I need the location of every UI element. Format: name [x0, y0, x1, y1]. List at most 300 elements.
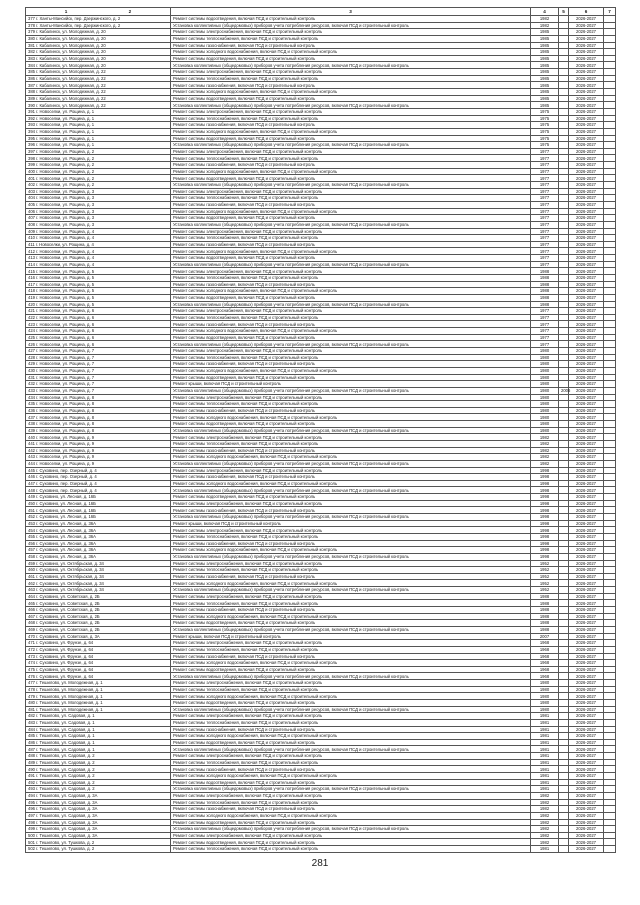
address-cell: 471 г. Суховино, ул. Фрунзе, д. 64: [26, 640, 171, 647]
table-row: [26, 29, 616, 36]
table-row: [26, 374, 616, 381]
work-type-cell: Ремонт системы электроснабжения, включая ПСД и строительный контроль: [171, 394, 531, 401]
note-cell: [604, 135, 616, 142]
work-type-cell: Установка коллективных (общедомовых) приборов учета потребления ресурсов, включая ПСД и строительный контроль: [171, 341, 531, 348]
year-cell: 1988: [531, 288, 559, 295]
note-cell: [604, 102, 616, 109]
year-cell: 1977: [531, 255, 559, 262]
year-cell: 1982: [531, 441, 559, 448]
work-type-cell: Ремонт системы газоснабжения, включая ПСД и строительный контроль: [171, 201, 531, 208]
table-row: [26, 480, 616, 487]
extra-year-cell: [559, 201, 569, 208]
note-cell: [604, 613, 616, 620]
table-row: [26, 49, 616, 56]
work-type-cell: Ремонт системы теплоснабжения, включая ПСД и строительный контроль: [171, 533, 531, 540]
work-type-cell: Ремонт системы водоотведения, включая ПСД и строительный контроль: [171, 55, 531, 62]
period-cell: 2026-2027: [569, 215, 604, 222]
period-cell: 2026-2027: [569, 361, 604, 368]
note-cell: [604, 600, 616, 607]
address-cell: 393 г. Новоселки, ул. Рощина, д. 1: [26, 122, 171, 129]
period-cell: 2026-2027: [569, 520, 604, 527]
address-cell: 432 г. Новоселки, ул. Рощина, д. 7: [26, 381, 171, 388]
work-type-cell: Ремонт системы теплоснабжения, включая ПСД и строительный контроль: [171, 274, 531, 281]
extra-year-cell: [559, 699, 569, 706]
work-type-cell: Установка коллективных (общедомовых) приборов учета потребления ресурсов, включая ПСД и строительный контроль: [171, 746, 531, 753]
table-row: [26, 527, 616, 534]
table-row: [26, 394, 616, 401]
note-cell: [604, 507, 616, 514]
period-cell: 2026-2027: [569, 102, 604, 109]
address-cell: 397 г. Новоселки, ул. Рощина, д. 2: [26, 148, 171, 155]
note-cell: [604, 666, 616, 673]
work-type-cell: Ремонт системы водоотведения, включая ПСД и строительный контроль: [171, 699, 531, 706]
table-row: [26, 633, 616, 640]
column-header: 4: [531, 8, 559, 16]
note-cell: [604, 16, 616, 23]
address-cell: 491 г. Тешилово, ул. Садовая, д. 2: [26, 773, 171, 780]
table-row: [26, 547, 616, 554]
extra-year-cell: [559, 826, 569, 833]
table-row: [26, 733, 616, 740]
note-cell: [604, 706, 616, 713]
year-cell: 1988: [531, 274, 559, 281]
year-cell: 1980: [531, 421, 559, 428]
table-row: [26, 102, 616, 109]
work-type-cell: Ремонт системы холодного водоснабжения, включая ПСД и строительный контроль: [171, 248, 531, 255]
year-cell: 1998: [531, 467, 559, 474]
work-type-cell: Ремонт системы водоотведения, включая ПСД и строительный контроль: [171, 215, 531, 222]
extra-year-cell: [559, 441, 569, 448]
address-cell: 405 г. Новоселки, ул. Рощина, д. 3: [26, 201, 171, 208]
work-type-cell: Ремонт системы теплоснабжения, включая ПСД и строительный контроль: [171, 354, 531, 361]
year-cell: 1977: [531, 168, 559, 175]
period-cell: 2026-2027: [569, 381, 604, 388]
year-cell: 1980: [531, 381, 559, 388]
year-cell: 1985: [531, 75, 559, 82]
work-type-cell: Ремонт системы теплоснабжения, включая ПСД и строительный контроль: [171, 441, 531, 448]
extra-year-cell: [559, 753, 569, 760]
period-cell: 2026-2027: [569, 281, 604, 288]
address-cell: 444 г. Новоселки, ул. Рощина, д. 9: [26, 460, 171, 467]
note-cell: [604, 753, 616, 760]
extra-year-cell: [559, 593, 569, 600]
work-type-cell: Ремонт системы холодного водоснабжения, включая ПСД и строительный контроль: [171, 288, 531, 295]
extra-year-cell: [559, 427, 569, 434]
note-cell: [604, 268, 616, 275]
table-row: [26, 62, 616, 69]
note-cell: [604, 221, 616, 228]
year-cell: 1981: [531, 786, 559, 793]
period-cell: 2026-2027: [569, 294, 604, 301]
address-cell: 499 г. Тешилово, ул. Садовая, д. 3А: [26, 826, 171, 833]
period-cell: 2026-2027: [569, 195, 604, 202]
year-cell: 1981: [531, 733, 559, 740]
year-cell: 1982: [531, 799, 559, 806]
year-cell: 1980: [531, 348, 559, 355]
work-type-cell: Установка коллективных (общедомовых) приборов учета потребления ресурсов, включая ПСД и строительный контроль: [171, 142, 531, 149]
year-cell: 1977: [531, 248, 559, 255]
table-row: [26, 832, 616, 839]
table-row: [26, 175, 616, 182]
extra-year-cell: [559, 766, 569, 773]
year-cell: 1981: [531, 713, 559, 720]
table-row: [26, 255, 616, 262]
address-cell: 391 г. Новоселки, ул. Рощина, д. 1: [26, 108, 171, 115]
extra-year-cell: [559, 686, 569, 693]
table-row: [26, 135, 616, 142]
table-row: [26, 607, 616, 614]
year-cell: 1952: [531, 587, 559, 594]
work-type-cell: Ремонт системы электроснабжения, включая ПСД и строительный контроль: [171, 792, 531, 799]
work-type-cell: Ремонт системы холодного водоснабжения, включая ПСД и строительный контроль: [171, 89, 531, 96]
work-type-cell: Ремонт системы электроснабжения, включая ПСД и строительный контроль: [171, 434, 531, 441]
year-cell: 1998: [531, 553, 559, 560]
note-cell: [604, 520, 616, 527]
address-cell: 406 г. Новоселки, ул. Рощина, д. 3: [26, 208, 171, 215]
extra-year-cell: [559, 806, 569, 813]
year-cell: 1980: [531, 374, 559, 381]
work-type-cell: Ремонт системы электроснабжения, включая ПСД и строительный контроль: [171, 69, 531, 76]
year-cell: 1985: [531, 102, 559, 109]
note-cell: [604, 839, 616, 846]
work-type-cell: Ремонт системы холодного водоснабжения, включая ПСД и строительный контроль: [171, 773, 531, 780]
table-row: [26, 407, 616, 414]
period-cell: 2026-2027: [569, 626, 604, 633]
address-cell: 386 г. Кабалинск, ул. Молодежная, д. 22: [26, 75, 171, 82]
period-cell: 2026-2027: [569, 288, 604, 295]
period-cell: 2026-2027: [569, 22, 604, 29]
table-row: [26, 673, 616, 680]
note-cell: [604, 394, 616, 401]
note-cell: [604, 819, 616, 826]
period-cell: 2026-2027: [569, 241, 604, 248]
period-cell: 2026-2027: [569, 759, 604, 766]
period-cell: 2026-2027: [569, 620, 604, 627]
year-cell: 1977: [531, 162, 559, 169]
address-cell: 465 г. Суховино, ул. Советская, д. 2Б: [26, 600, 171, 607]
period-cell: 2026-2027: [569, 600, 604, 607]
note-cell: [604, 792, 616, 799]
extra-year-cell: [559, 759, 569, 766]
note-cell: [604, 480, 616, 487]
period-cell: 2026-2027: [569, 560, 604, 567]
address-cell: 479 г. Тешилово, ул. Молодежная, д. 1: [26, 693, 171, 700]
table-row: [26, 441, 616, 448]
year-cell: 1977: [531, 155, 559, 162]
table-row: [26, 773, 616, 780]
work-type-cell: Установка коллективных (общедомовых) приборов учета потребления ресурсов, включая ПСД и строительный контроль: [171, 221, 531, 228]
year-cell: 1977: [531, 261, 559, 268]
year-cell: 1975: [531, 122, 559, 129]
year-cell: 1985: [531, 62, 559, 69]
work-type-cell: Ремонт системы газоснабжения, включая ПСД и строительный контроль: [171, 241, 531, 248]
table-row: [26, 759, 616, 766]
address-cell: 467 г. Суховино, ул. Советская, д. 2Б: [26, 613, 171, 620]
address-cell: 492 г. Тешилово, ул. Садовая, д. 2: [26, 779, 171, 786]
period-cell: 2026-2027: [569, 500, 604, 507]
address-cell: 487 г. Тешилово, ул. Садовая, д. 1: [26, 746, 171, 753]
address-cell: 409 г. Новоселки, ул. Рощина, д. 4: [26, 228, 171, 235]
note-cell: [604, 580, 616, 587]
period-cell: 2026-2027: [569, 593, 604, 600]
work-type-cell: Ремонт системы газоснабжения, включая ПСД и строительный контроль: [171, 42, 531, 49]
note-cell: [604, 89, 616, 96]
note-cell: [604, 49, 616, 56]
year-cell: 1977: [531, 308, 559, 315]
work-type-cell: Ремонт системы газоснабжения, включая ПСД и строительный контроль: [171, 447, 531, 454]
extra-year-cell: [559, 846, 569, 853]
period-cell: 2026-2027: [569, 792, 604, 799]
work-type-cell: Ремонт системы водоотведения, включая ПСД и строительный контроль: [171, 739, 531, 746]
extra-year-cell: [559, 102, 569, 109]
extra-year-cell: [559, 733, 569, 740]
year-cell: 1977: [531, 314, 559, 321]
period-cell: 2026-2027: [569, 507, 604, 514]
period-cell: 2026-2027: [569, 228, 604, 235]
table-row: [26, 261, 616, 268]
period-cell: 2026-2027: [569, 188, 604, 195]
year-cell: 1981: [531, 759, 559, 766]
table-row: [26, 706, 616, 713]
note-cell: [604, 314, 616, 321]
work-type-cell: Ремонт системы холодного водоснабжения, включая ПСД и строительный контроль: [171, 49, 531, 56]
extra-year-cell: [559, 633, 569, 640]
work-type-cell: Ремонт системы теплоснабжения, включая ПСД и строительный контроль: [171, 567, 531, 574]
address-cell: 485 г. Тешилово, ул. Садовая, д. 1: [26, 733, 171, 740]
year-cell: 1980: [531, 706, 559, 713]
table-row: [26, 55, 616, 62]
year-cell: 1988: [531, 294, 559, 301]
work-type-cell: Ремонт крыши, включая ПСД и строительный контроль: [171, 381, 531, 388]
address-cell: 486 г. Тешилово, ул. Садовая, д. 1: [26, 739, 171, 746]
table-row: [26, 82, 616, 89]
table-row: [26, 89, 616, 96]
table-row: [26, 467, 616, 474]
period-cell: 2026-2027: [569, 182, 604, 189]
address-cell: 385 г. Кабалинск, ул. Молодежная, д. 22: [26, 69, 171, 76]
address-cell: 455 г. Суховино, ул. Лесная, д. 36А: [26, 533, 171, 540]
note-cell: [604, 387, 616, 394]
note-cell: [604, 686, 616, 693]
period-cell: 2026-2027: [569, 474, 604, 481]
period-cell: 2026-2027: [569, 480, 604, 487]
extra-year-cell: [559, 832, 569, 839]
year-cell: 1982: [531, 792, 559, 799]
work-type-cell: Ремонт системы электроснабжения, включая ПСД и строительный контроль: [171, 832, 531, 839]
table-row: [26, 786, 616, 793]
period-cell: 2026-2027: [569, 55, 604, 62]
year-cell: 1968: [531, 660, 559, 667]
work-type-cell: Ремонт системы водоотведения, включая ПСД и строительный контроль: [171, 175, 531, 182]
address-cell: 436 г. Новоселки, ул. Рощина, д. 8: [26, 407, 171, 414]
note-cell: [604, 573, 616, 580]
table-row: [26, 626, 616, 633]
extra-year-cell: [559, 407, 569, 414]
work-type-cell: Установка коллективных (общедомовых) приборов учета потребления ресурсов, включая ПСД и строительный контроль: [171, 182, 531, 189]
note-cell: [604, 62, 616, 69]
work-type-cell: Ремонт системы водоотведения, включая ПСД и строительный контроль: [171, 255, 531, 262]
work-type-cell: Ремонт системы холодного водоснабжения, включая ПСД и строительный контроль: [171, 168, 531, 175]
address-cell: 378 г. Ханты-Мансийск, пер. Дзержинского, д. 2: [26, 22, 171, 29]
note-cell: [604, 288, 616, 295]
work-type-cell: Ремонт системы водоотведения, включая ПСД и строительный контроль: [171, 374, 531, 381]
note-cell: [604, 773, 616, 780]
address-cell: 441 г. Новоселки, ул. Рощина, д. 9: [26, 441, 171, 448]
note-cell: [604, 766, 616, 773]
extra-year-cell: [559, 235, 569, 242]
note-cell: [604, 421, 616, 428]
extra-year-cell: [559, 726, 569, 733]
table-row: [26, 514, 616, 521]
extra-year-cell: [559, 620, 569, 627]
work-type-cell: Установка коллективных (общедомовых) приборов учета потребления ресурсов, включая ПСД и строительный контроль: [171, 62, 531, 69]
work-type-cell: Установка коллективных (общедомовых) приборов учета потребления ресурсов, включая ПСД и строительный контроль: [171, 673, 531, 680]
period-cell: 2026-2027: [569, 633, 604, 640]
extra-year-cell: [559, 22, 569, 29]
extra-year-cell: [559, 268, 569, 275]
note-cell: [604, 540, 616, 547]
extra-year-cell: [559, 719, 569, 726]
work-type-cell: Установка коллективных (общедомовых) приборов учета потребления ресурсов, включая ПСД и строительный контроль: [171, 301, 531, 308]
table-row: [26, 454, 616, 461]
work-type-cell: Ремонт системы газоснабжения, включая ПСД и строительный контроль: [171, 281, 531, 288]
extra-year-cell: [559, 414, 569, 421]
period-cell: 2026-2027: [569, 69, 604, 76]
address-cell: 488 г. Тешилово, ул. Садовая, д. 2: [26, 753, 171, 760]
period-cell: 2026-2027: [569, 148, 604, 155]
table-row: [26, 666, 616, 673]
extra-year-cell: [559, 680, 569, 687]
address-cell: 468 г. Суховино, ул. Советская, д. 2Б: [26, 620, 171, 627]
address-cell: 430 г. Новоселки, ул. Рощина, д. 7: [26, 367, 171, 374]
extra-year-cell: [559, 128, 569, 135]
year-cell: 1981: [531, 719, 559, 726]
address-cell: 443 г. Новоселки, ул. Рощина, д. 9: [26, 454, 171, 461]
table-row: [26, 308, 616, 315]
address-cell: 459 г. Суховино, ул. Октябрьская, д. 34: [26, 560, 171, 567]
table-row: [26, 693, 616, 700]
period-cell: 2026-2027: [569, 348, 604, 355]
address-cell: 410 г. Новоселки, ул. Рощина, д. 4: [26, 235, 171, 242]
extra-year-cell: [559, 600, 569, 607]
address-cell: 496 г. Тешилово, ул. Садовая, д. 3А: [26, 806, 171, 813]
address-cell: 403 г. Новоселки, ул. Рощина, д. 3: [26, 188, 171, 195]
extra-year-cell: [559, 520, 569, 527]
address-cell: 478 г. Тешилово, ул. Молодежная, д. 1: [26, 686, 171, 693]
year-cell: 1985: [531, 35, 559, 42]
table-row: [26, 328, 616, 335]
table-row: [26, 354, 616, 361]
note-cell: [604, 527, 616, 534]
period-cell: 2026-2027: [569, 494, 604, 501]
period-cell: 2026-2027: [569, 162, 604, 169]
work-type-cell: Ремонт системы газоснабжения, включая ПСД и строительный контроль: [171, 540, 531, 547]
year-cell: 1998: [531, 487, 559, 494]
work-type-cell: Ремонт системы газоснабжения, включая ПСД и строительный контроль: [171, 162, 531, 169]
address-cell: 433 г. Новоселки, ул. Рощина, д. 7: [26, 387, 171, 394]
address-cell: 416 г. Новоселки, ул. Рощина, д. 5: [26, 274, 171, 281]
year-cell: 1982: [531, 447, 559, 454]
period-cell: 2026-2027: [569, 567, 604, 574]
address-cell: 493 г. Тешилово, ул. Садовая, д. 2: [26, 786, 171, 793]
table-row: [26, 195, 616, 202]
year-cell: 1952: [531, 560, 559, 567]
period-cell: 2026-2027: [569, 394, 604, 401]
extra-year-cell: [559, 640, 569, 647]
work-type-cell: Ремонт системы водоотведения, включая ПСД и строительный контроль: [171, 16, 531, 23]
address-cell: 435 г. Новоселки, ул. Рощина, д. 8: [26, 401, 171, 408]
period-cell: 2026-2027: [569, 719, 604, 726]
address-cell: 483 г. Тешилово, ул. Садовая, д. 1: [26, 719, 171, 726]
year-cell: 1998: [531, 500, 559, 507]
work-type-cell: Ремонт системы холодного водоснабжения, включая ПСД и строительный контроль: [171, 812, 531, 819]
extra-year-cell: [559, 142, 569, 149]
extra-year-cell: [559, 812, 569, 819]
extra-year-cell: [559, 188, 569, 195]
year-cell: 1988: [531, 607, 559, 614]
table-row: [26, 460, 616, 467]
note-cell: [604, 759, 616, 766]
table-row: [26, 819, 616, 826]
work-type-cell: Ремонт системы газоснабжения, включая ПСД и строительный контроль: [171, 507, 531, 514]
note-cell: [604, 626, 616, 633]
work-type-cell: Установка коллективных (общедомовых) приборов учета потребления ресурсов, включая ПСД и строительный контроль: [171, 826, 531, 833]
note-cell: [604, 261, 616, 268]
note-cell: [604, 175, 616, 182]
work-type-cell: Ремонт системы холодного водоснабжения, включая ПСД и строительный контроль: [171, 733, 531, 740]
year-cell: 1988: [531, 593, 559, 600]
address-cell: 387 г. Кабалинск, ул. Молодежная, д. 22: [26, 82, 171, 89]
extra-year-cell: [559, 421, 569, 428]
note-cell: [604, 95, 616, 102]
work-type-cell: Ремонт системы холодного водоснабжения, включая ПСД и строительный контроль: [171, 454, 531, 461]
year-cell: 1980: [531, 693, 559, 700]
note-cell: [604, 739, 616, 746]
note-cell: [604, 633, 616, 640]
year-cell: 1975: [531, 142, 559, 149]
work-type-cell: Ремонт системы водоотведения, включая ПСД и строительный контроль: [171, 135, 531, 142]
address-cell: 395 г. Новоселки, ул. Рощина, д. 1: [26, 135, 171, 142]
period-cell: 2026-2027: [569, 221, 604, 228]
note-cell: [604, 746, 616, 753]
extra-year-cell: [559, 693, 569, 700]
extra-year-cell: [559, 660, 569, 667]
table-row: [26, 208, 616, 215]
address-cell: 445 г. Суховино, пер. Озерный, д. 4: [26, 467, 171, 474]
note-cell: [604, 467, 616, 474]
extra-year-cell: [559, 69, 569, 76]
table-row: [26, 182, 616, 189]
year-cell: 1968: [531, 640, 559, 647]
year-cell: 1977: [531, 334, 559, 341]
extra-year-cell: [559, 75, 569, 82]
note-cell: [604, 673, 616, 680]
table-row: [26, 726, 616, 733]
extra-year-cell: [559, 162, 569, 169]
year-cell: 1975: [531, 115, 559, 122]
work-type-cell: Ремонт системы водоотведения, включая ПСД и строительный контроль: [171, 620, 531, 627]
note-cell: [604, 42, 616, 49]
work-type-cell: Установка коллективных (общедомовых) приборов учета потребления ресурсов, включая ПСД и строительный контроль: [171, 22, 531, 29]
work-type-cell: Ремонт системы электроснабжения, включая ПСД и строительный контроль: [171, 228, 531, 235]
work-type-cell: Ремонт системы газоснабжения, включая ПСД и строительный контроль: [171, 607, 531, 614]
work-type-cell: Ремонт системы электроснабжения, включая ПСД и строительный контроль: [171, 500, 531, 507]
address-cell: 420 г. Новоселки, ул. Рощина, д. 5: [26, 301, 171, 308]
note-cell: [604, 726, 616, 733]
period-cell: 2026-2027: [569, 713, 604, 720]
extra-year-cell: [559, 547, 569, 554]
period-cell: 2026-2027: [569, 653, 604, 660]
